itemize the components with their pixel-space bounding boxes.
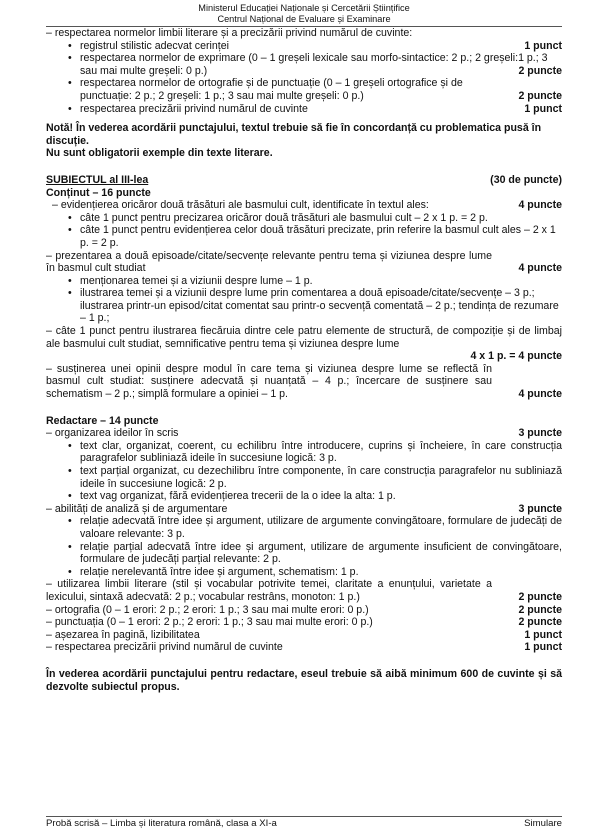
footer-exam-title: Probă scrisă – Limba și literatura română, clasa a XI-a: [46, 818, 277, 829]
header-center: Centrul Național de Evaluare și Examinare: [217, 13, 391, 24]
redactare-title: Redactare – 14 puncte: [46, 414, 159, 427]
criterion-row: – abilități de analiză și de argumentare 3 puncte: [46, 502, 562, 515]
list-item: • relație nerelevantă între idee și argument, schematism: 1 p.: [46, 566, 562, 579]
criterion-points: 4 x 1 p. = 4 puncte: [470, 350, 562, 363]
list-item: • câte 1 punct pentru evidențierea celor două trăsături precizate, prin referire la basmul cult ales – 2 x 1 p. = 2 p.: [46, 224, 562, 249]
list-item: • relație adecvată între idee și argument, utilizare de argumente convingătoare, formulare de judecăți de valoare relevante: 3 p.: [46, 515, 562, 540]
note-examples: Nu sunt obligatorii exemple din texte literare.: [46, 147, 273, 160]
list-item: • respectarea normelor de exprimare (0 – 1 greșeli lexicale sau morfo-sintactice: 2 p.; 2 greșeli:1 p.; 3 sau mai multe greșeli: 0 p.) 2 puncte: [46, 52, 562, 77]
list-item: • text clar, organizat, coerent, cu echilibru între introducere, cuprins și încheiere, în care construcția paragrafelor subliniază ideile în succesiune logică: 3 p.: [46, 440, 562, 465]
list-item: • respectarea normelor de ortografie și de punctuație (0 – 1 greșeli ortografice și de punctuație: 2 p.; 2 greșeli: 1 p.; 3 sau mai multe greșeli: 0 p.) 2 puncte: [46, 77, 562, 102]
list-item: • relație parțial adecvată între idee și argument, utilizare de argumente insuficient de convingătoare, formulare de judecăți parțial relevante: 2 p.: [46, 541, 562, 566]
list-item: • registrul stilistic adecvat cerinței 1 punct: [46, 40, 562, 53]
list-item: • text vag organizat, fără evidențierea trecerii de la o idee la alta: 1 p.: [46, 490, 562, 503]
page-header: [46, 0, 562, 24]
criterion-row: – organizarea ideilor în scris 3 puncte: [46, 427, 562, 440]
criterion-row: – așezarea în pagină, lizibilitatea 1 punct: [46, 628, 562, 641]
list-item: • câte 1 punct pentru precizarea oricăror două trăsături ale basmului cult – 2 x 1 p. = 2 p.: [46, 212, 562, 225]
footer-divider: [46, 816, 562, 817]
final-note: În vederea acordării punctajului pentru redactare, eseul trebuie să aibă minimum 600 de cuvinte și să dezvolte subiectul propus.: [46, 667, 562, 693]
page-footer: [46, 818, 562, 829]
content-title: Conținut – 16 puncte: [46, 186, 151, 199]
list-item: • text parțial organizat, cu dezechilibru între componente, în care construcția paragrafelor nu subliniază ideile în succesiune logică: 2 p.: [46, 465, 562, 490]
criterion-row: – utilizarea limbii literare (stil și vocabular potrivite temei, claritate a enunțului, varietate a lexicului, sintaxă adecvată: 2 p.; vocabular restrâns, monoton: 1 p.) 2 puncte: [46, 578, 562, 603]
footer-label: Simulare: [524, 818, 562, 829]
criterion-row: – câte 1 punct pentru ilustrarea fiecăruia dintre cele patru elemente de structură, de compoziție și de limbaj ale basmului cult studiat, semnificative pentru tema și viziunea despre lume: [46, 325, 562, 350]
criterion-row: – respectarea precizării privind numărul de cuvinte 1 punct: [46, 641, 562, 654]
header-ministry: Ministerul Educației Naționale și Cercetării Științifice: [198, 3, 410, 13]
criterion-row: – ortografia (0 – 1 erori: 2 p.; 2 erori: 1 p.; 3 sau mai multe erori: 0 p.) 2 puncte: [46, 603, 562, 616]
criterion-row: – punctuația (0 – 1 erori: 2 p.; 2 erori: 1 p.; 3 sau mai multe erori: 0 p.) 2 puncte: [46, 616, 562, 629]
top-intro: – respectarea normelor limbii literare și a precizării privind numărul de cuvinte:: [46, 27, 413, 39]
list-item: • respectarea precizării privind numărul de cuvinte 1 punct: [46, 103, 562, 116]
criterion-row: – susținerea unei opinii despre modul în care tema și viziunea despre lume se reflectă în basmul cult studiat: susținere adecvată și nuanțată – 4 p.; încercare de susținere sau schematism – 2 p.; simplă formulare a opiniei – 1 p. 4 puncte: [46, 362, 562, 401]
criterion-row: – prezentarea a două episoade/citate/secvențe relevante pentru tema și viziunea despre lume în basmul cult studiat 4 puncte: [46, 249, 562, 275]
note-concordance: Notă! În vederea acordării punctajului, textul trebuie să fie în concordanță cu problematica pusă în discuție.: [46, 122, 542, 147]
criterion-row: – evidențierea oricăror două trăsături ale basmului cult, identificate în textul ales: 4 puncte: [52, 199, 562, 212]
section-heading: [46, 174, 562, 187]
subject-title: SUBIECTUL al III-lea: [46, 173, 149, 186]
list-item: • ilustrarea temei și a viziunii despre lume prin comentarea a două episoade/citate/secvențe – 3 p.; ilustrarea printr-un episod/citat comentat sau printr-o secvență comentată – 2 p.; tendința de rezumare – 1 p.;: [46, 287, 562, 325]
document-page: [46, 0, 562, 24]
list-item: • menționarea temei și a viziunii despre lume – 1 p.: [46, 275, 562, 288]
subject-points: (30 de puncte): [490, 173, 562, 186]
